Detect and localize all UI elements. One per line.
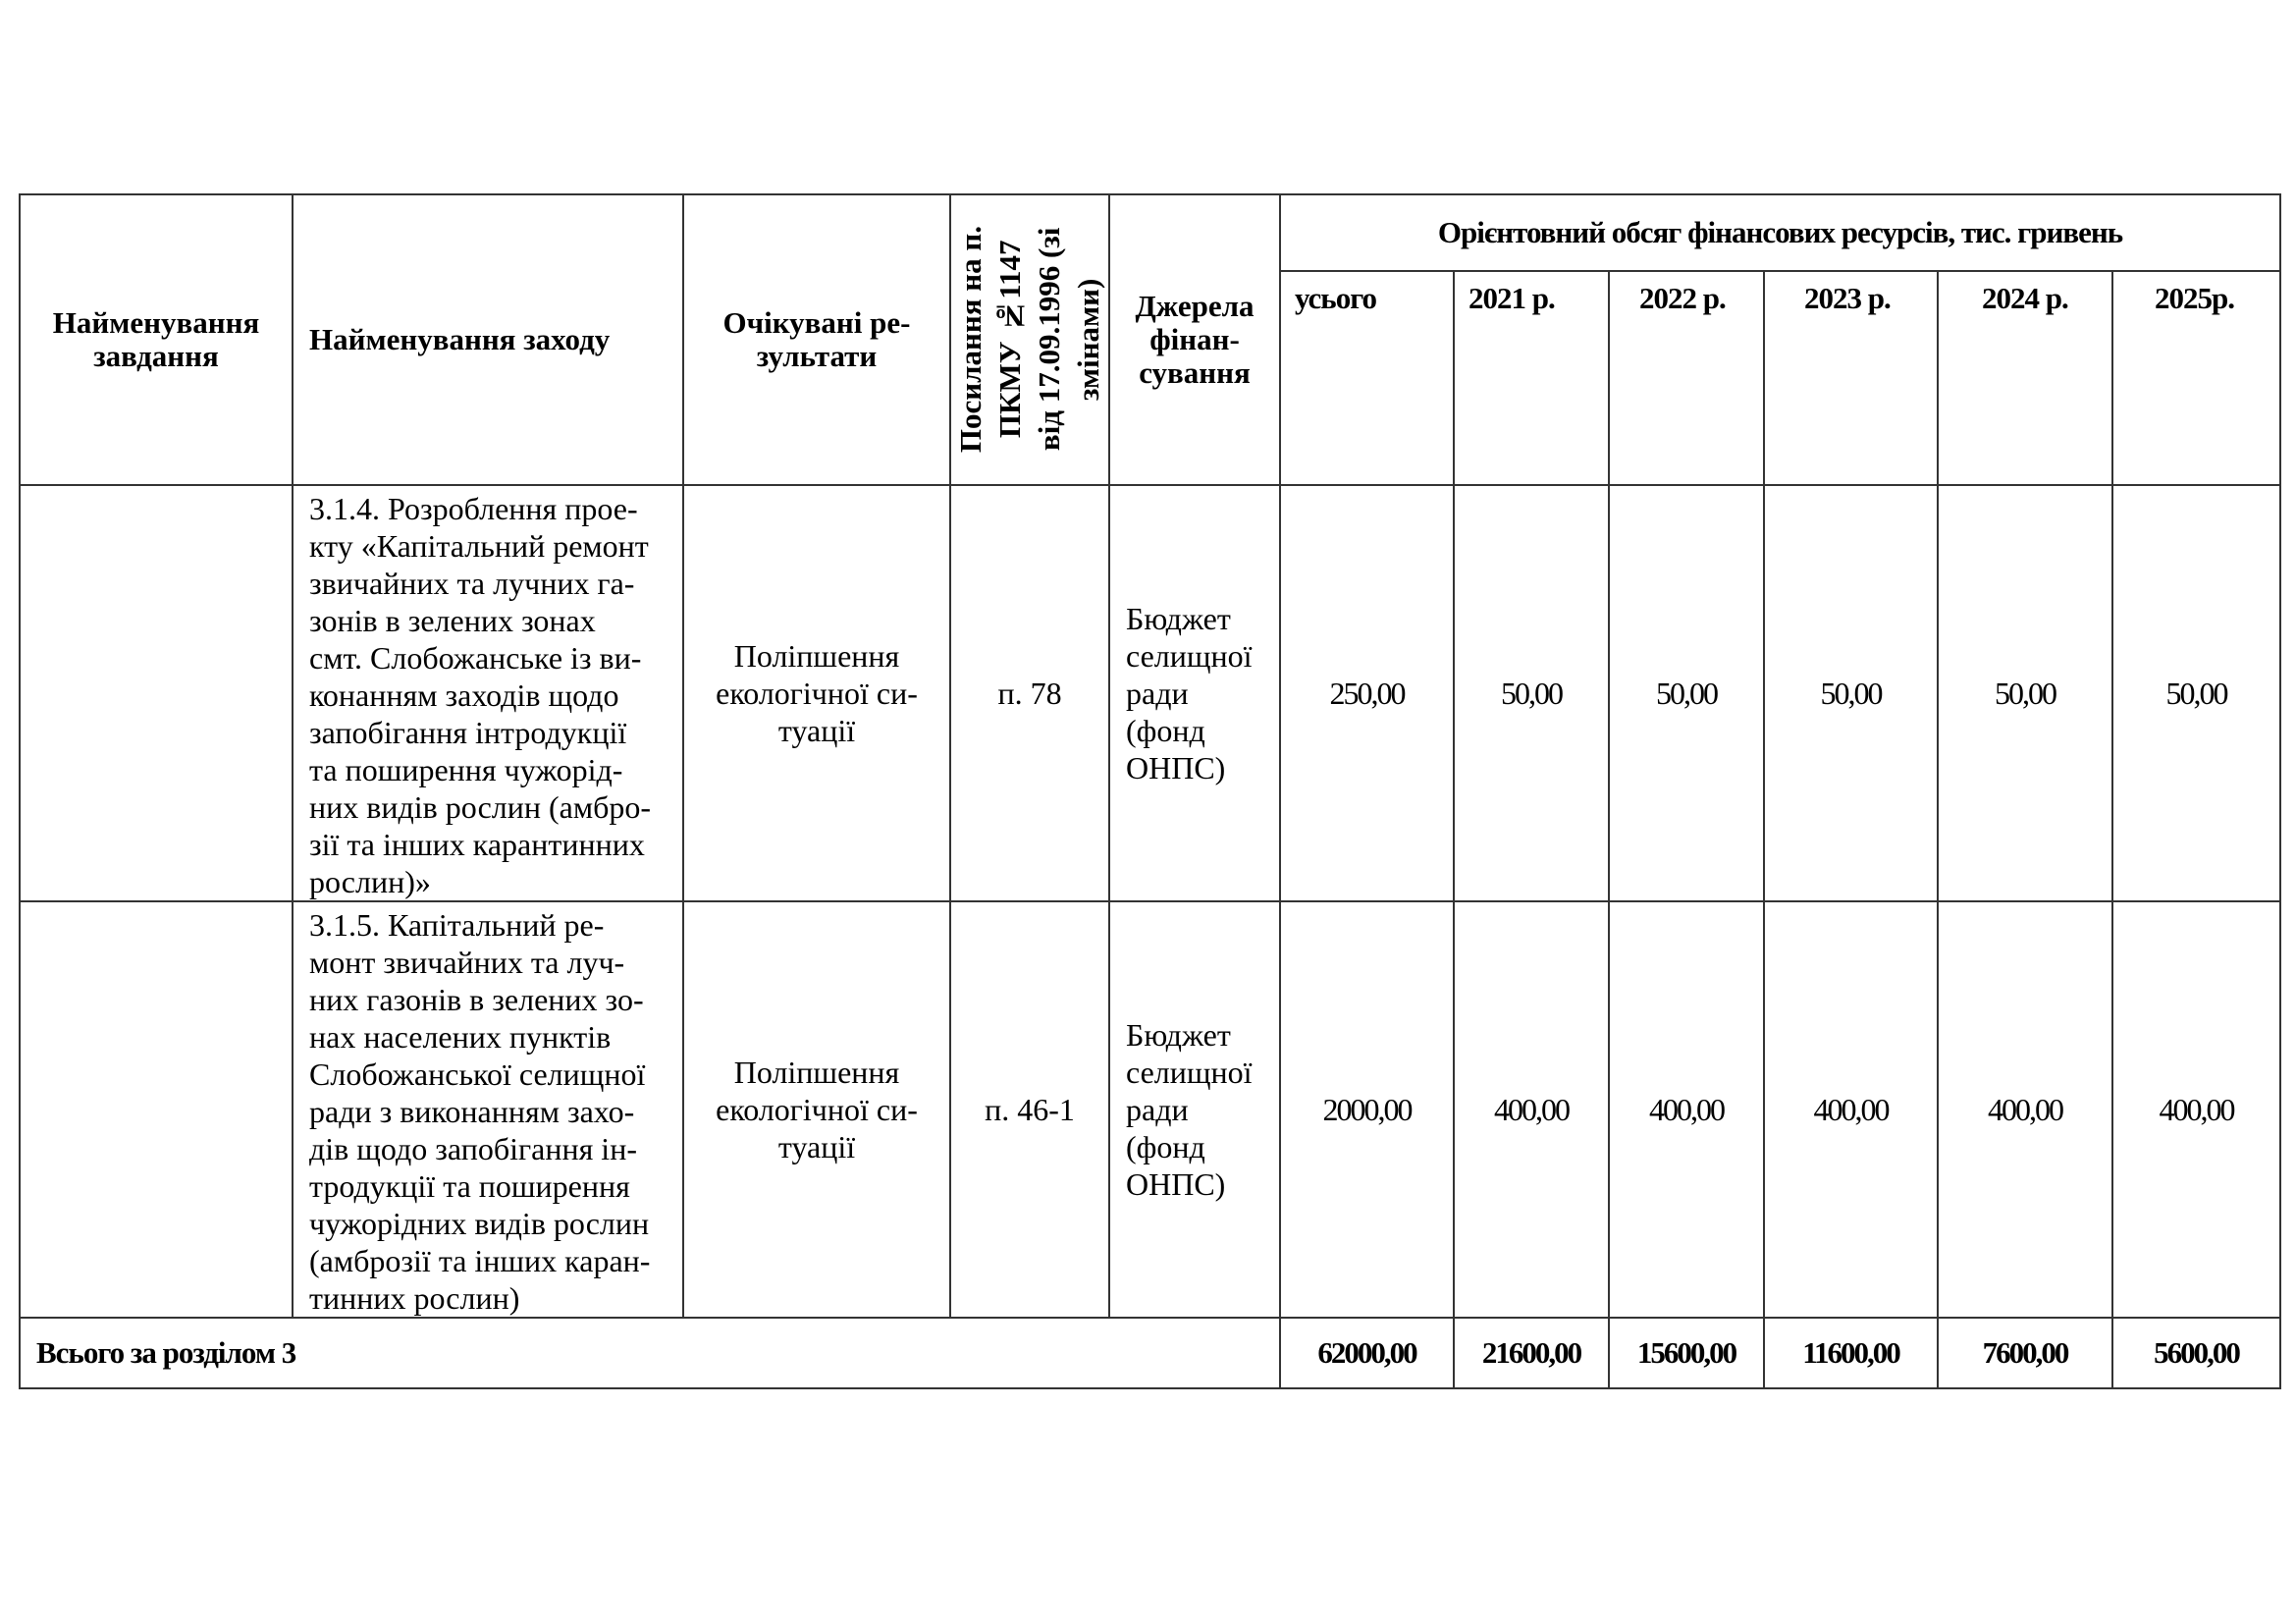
total-value-2023: 11600,00 [1764,1318,1938,1388]
header-col-total: усього [1280,271,1454,485]
header-task-name: Найменування завдання [20,194,293,485]
total-row [20,1318,2280,1388]
total-value-2021: 21600,00 [1454,1318,1609,1388]
header-finance-group: Орієнтовний обсяг фінансових ресурсів, тис. гривень [1280,194,2280,271]
header-col-2024: 2024 р. [1938,271,2112,485]
header-col-2023: 2023 р. [1764,271,1938,485]
task-name-cell [20,485,293,901]
result-cell: Поліпшення екологічної си- туації [683,901,950,1318]
table-row [20,901,2280,1318]
value-2021: 400,00 [1454,901,1609,1318]
header-reference-cell [950,194,1109,485]
value-2023: 50,00 [1764,485,1938,901]
financing-table [19,193,2281,1389]
value-2025: 400,00 [2112,901,2280,1318]
document-page [19,193,2281,1389]
total-value-all: 62000,00 [1280,1318,1454,1388]
header-funding-source: Джерела фінан- сування [1109,194,1280,485]
value-2023: 400,00 [1764,901,1938,1318]
total-value-2022: 15600,00 [1609,1318,1764,1388]
header-col-2021: 2021 р. [1454,271,1609,485]
measure-cell: 3.1.4. Розроблення прое- кту «Капітальний ремонт звичайних та лучних га- зонів в зелених зонах смт. Слобожанське із ви- конанням заходів щодо запобігання інтродукції та поширення чужорід- них видів рослин (амбро- зії та інших карантинних рослин)» [293,485,683,901]
source-cell: Бюджет селищної ради (фонд ОНПС) [1109,485,1280,901]
result-cell: Поліпшення екологічної си- туації [683,485,950,901]
source-cell: Бюджет селищної ради (фонд ОНПС) [1109,901,1280,1318]
total-label: Всього за розділом 3 [20,1318,1280,1388]
header-col-2022: 2022 р. [1609,271,1764,485]
reference-cell: п. 78 [950,485,1109,901]
value-total: 2000,00 [1280,901,1454,1318]
value-2021: 50,00 [1454,485,1609,901]
value-2025: 50,00 [2112,485,2280,901]
total-value-2025: 5600,00 [2112,1318,2280,1388]
value-2024: 50,00 [1938,485,2112,901]
header-expected-results: Очікувані ре- зультати [683,194,950,485]
table-row [20,485,2280,901]
header-row-1 [20,194,2280,271]
total-value-2024: 7600,00 [1938,1318,2112,1388]
header-col-2025: 2025р. [2112,271,2280,485]
reference-cell: п. 46-1 [950,901,1109,1318]
header-reference: Посилання на п. ПКМУ №1147 від 17.09.1996 (зі змінами) [953,226,1105,454]
value-2022: 400,00 [1609,901,1764,1318]
measure-cell: 3.1.5. Капітальний ре- монт звичайних та луч- них газонів в зелених зо- нах населених пунктів Слобожанської селищної ради з виконанням захо- дів щодо запобігання ін- тродукції та поширення чужорідних видів рослин (амброзії та інших каран- тинних рослин) [293,901,683,1318]
value-total: 250,00 [1280,485,1454,901]
value-2022: 50,00 [1609,485,1764,901]
header-measure-name: Найменування заходу [293,194,683,485]
value-2024: 400,00 [1938,901,2112,1318]
task-name-cell [20,901,293,1318]
